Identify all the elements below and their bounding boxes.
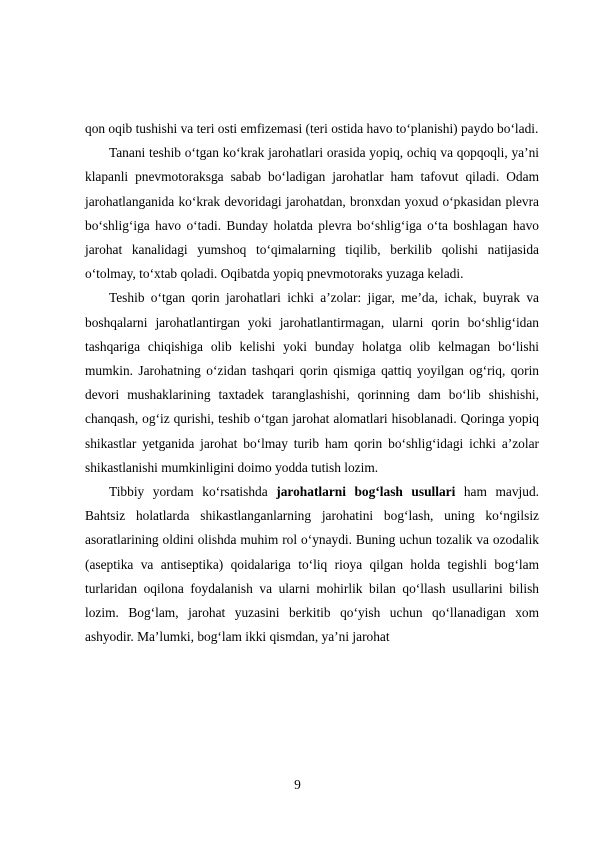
paragraph-text-before: Tibbiy yordam ko‘rsatishda (109, 484, 277, 500)
page-body (85, 117, 539, 649)
paragraph-continuation: qon oqib tushishi va teri osti emfizemasi (teri ostida havo to‘planishi) paydo bo‘ladi. (85, 121, 539, 136)
bold-term: jarohatlarni bog‘lash usullari (276, 484, 456, 500)
paragraph-bandaging-methods (85, 480, 539, 649)
paragraph-chest-wounds: Tanani teshib o‘tgan ko‘krak jarohatlari orasida yopiq, ochiq va qopqoqli, ya’ni klapanli pnevmotoraksga sabab bo‘ladigan jarohatlar ham tafovut qiladi. Odam jarohatlanganida ko‘krak devoridagi jarohatdan, bronxdan yoxud o‘pkasidan plevra bo‘shlig‘iga havo o‘tadi. Bunday holatda plevra bo‘shlig‘iga o‘ta boshlagan havo jarohat kanalidagi yumshoq to‘qimalarning tiqilib, berkilib qolishi natijasida o‘tolmay, to‘xtab qoladi. Oqibatda yopiq pnevmotoraks yuzaga keladi. (85, 145, 539, 282)
paragraph-text-after: ham mavjud. Bahtsiz holatlarda shikastlanganlarning jarohatini bog‘lash, uning ko‘ngilsiz asoratlarining oldini olishda muhim rol o‘ynaydi. Buning uchun tozalik va ozodalik (aseptika va antiseptika) qoidalariga to‘liq rioya qilgan holda tegishli bog‘lam turlaridan oqilona foydalanish va ularni mohirlik bilan qo‘llash usullarini bilish lozim. Bog‘lam, jarohat yuzasini berkitib qo‘yish uchun qo‘llanadigan xom ashyodir. Ma’lumki, bog‘lam ikki qismdan, ya’ni jarohat (85, 484, 539, 645)
paragraph-abdominal-wounds: Teshib o‘tgan qorin jarohatlari ichki a’zolar: jigar, me’da, ichak, buyrak va boshqalarni jarohatlantirgan yoki jarohatlantirmagan, ularni qorin bo‘shlig‘idan tashqariga chiqishiga olib kelishi yoki bunday holatga olib kelmagan bo‘lishi mumkin. Jarohatning o‘zidan tashqari qorin qismiga qattiq yoyilgan og‘riq, qorin devori mushaklarining taxtadek taranglashishi, qorinning dam bo‘lib shishishi, chanqash, og‘iz qurishi, teshib o‘tgan jarohat alomatlari hisoblanadi. Qoringa yopiq shikastlar yetganida jarohat bo‘lmay turib ham qorin bo‘shlig‘idagi ichki a’zolar shikastlanishi mumkinligini doimo yodda tutish lozim. (85, 290, 539, 475)
page-number: 9 (294, 777, 301, 792)
